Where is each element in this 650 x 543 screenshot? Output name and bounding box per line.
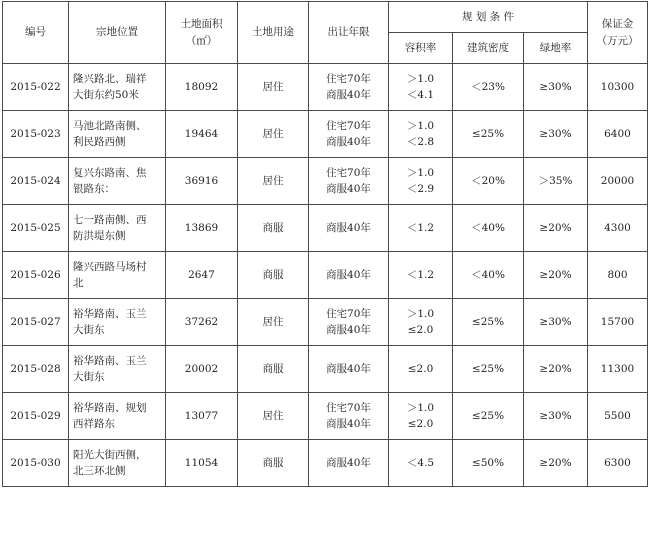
cell-area: 13077 <box>166 393 238 440</box>
cell-term-line: 商服40年 <box>326 324 371 336</box>
cell-far <box>389 299 453 346</box>
cell-deposit: 15700 <box>588 299 648 346</box>
cell-green: ≥20% <box>524 440 588 487</box>
cell-density: ≤25% <box>453 299 524 346</box>
cell-area: 11054 <box>166 440 238 487</box>
table-body <box>3 64 648 487</box>
cell-term-line: 住宅70年 <box>326 72 371 85</box>
cell-use: 居住 <box>238 111 309 158</box>
cell-deposit: 11300 <box>588 346 648 393</box>
cell-location-line: 大街东 <box>73 324 105 336</box>
cell-use: 居住 <box>238 393 309 440</box>
header-deposit <box>588 2 648 64</box>
cell-deposit: 5500 <box>588 393 648 440</box>
cell-far-line: ≤2.0 <box>407 324 434 336</box>
cell-far <box>389 393 453 440</box>
cell-green: ＞35% <box>524 158 588 205</box>
cell-green: ≥30% <box>524 393 588 440</box>
cell-location-line: 隆兴路北、瑞祥 <box>73 72 147 85</box>
cell-term-line: 商服40年 <box>326 89 371 101</box>
cell-term <box>309 346 389 393</box>
cell-location-line: 西祥路东 <box>73 418 115 430</box>
table-row <box>3 111 648 158</box>
table-row <box>3 299 648 346</box>
cell-area: 36916 <box>166 158 238 205</box>
header-number: 编号 <box>3 2 69 64</box>
cell-density: ＜40% <box>453 205 524 252</box>
header-use: 土地用途 <box>238 2 309 64</box>
cell-number: 2015-023 <box>3 111 69 158</box>
cell-location-line: 马池北路南侧、 <box>73 119 147 132</box>
cell-number: 2015-026 <box>3 252 69 299</box>
cell-far-line: ＞1.0 <box>406 119 435 132</box>
cell-deposit: 4300 <box>588 205 648 252</box>
cell-far <box>389 64 453 111</box>
cell-deposit: 20000 <box>588 158 648 205</box>
cell-deposit: 6400 <box>588 111 648 158</box>
cell-term-line: 住宅70年 <box>326 307 371 320</box>
cell-term-line: 住宅70年 <box>326 401 371 414</box>
cell-location <box>69 111 166 158</box>
cell-location-line: 大街东 <box>73 371 105 383</box>
cell-far-line: ≤2.0 <box>407 362 434 375</box>
cell-deposit: 6300 <box>588 440 648 487</box>
cell-location-line: 七一路南侧、西 <box>73 213 147 226</box>
cell-term-line: 商服40年 <box>326 362 371 375</box>
cell-far-line: ＜1.2 <box>406 268 435 281</box>
cell-green: ≥30% <box>524 64 588 111</box>
cell-far-line: ＞1.0 <box>406 401 435 414</box>
cell-location <box>69 440 166 487</box>
cell-deposit: 800 <box>588 252 648 299</box>
cell-density: ＜23% <box>453 64 524 111</box>
cell-density: ≤25% <box>453 346 524 393</box>
land-transfer-table <box>2 1 648 487</box>
cell-number: 2015-022 <box>3 64 69 111</box>
cell-location <box>69 205 166 252</box>
cell-location-line: 防洪堤东侧 <box>73 230 126 242</box>
cell-use: 居住 <box>238 64 309 111</box>
cell-term <box>309 158 389 205</box>
cell-location <box>69 299 166 346</box>
cell-location <box>69 64 166 111</box>
cell-use: 商服 <box>238 440 309 487</box>
table-header <box>3 2 648 64</box>
cell-number: 2015-028 <box>3 346 69 393</box>
cell-far-line: ＜4.1 <box>406 89 435 101</box>
cell-far-line: ≤2.0 <box>407 418 434 430</box>
cell-far <box>389 252 453 299</box>
header-far: 容积率 <box>389 33 453 64</box>
cell-number: 2015-030 <box>3 440 69 487</box>
cell-density: ≤25% <box>453 393 524 440</box>
cell-far-line: ＜4.5 <box>406 456 435 469</box>
cell-location-line: 银路东： <box>73 183 115 195</box>
cell-far <box>389 440 453 487</box>
cell-term-line: 商服40年 <box>326 418 371 430</box>
cell-number: 2015-025 <box>3 205 69 252</box>
cell-green: ≥30% <box>524 111 588 158</box>
cell-location-line: 隆兴西路马场村 <box>73 260 147 273</box>
cell-term-line: 商服40年 <box>326 221 371 234</box>
header-density: 建筑密度 <box>453 33 524 64</box>
header-area-line1: 土地面积 <box>180 18 223 31</box>
cell-area: 18092 <box>166 64 238 111</box>
header-area <box>166 2 238 64</box>
cell-far-line: ＞1.0 <box>406 307 435 320</box>
cell-area: 37262 <box>166 299 238 346</box>
header-location: 宗地位置 <box>69 2 166 64</box>
cell-far-line: ＜2.9 <box>406 183 435 195</box>
table-row <box>3 158 648 205</box>
cell-area: 20002 <box>166 346 238 393</box>
cell-number: 2015-029 <box>3 393 69 440</box>
cell-term-line: 商服40年 <box>326 136 371 148</box>
cell-use: 居住 <box>238 299 309 346</box>
cell-location-line: 裕华路南、玉兰 <box>73 307 147 320</box>
cell-term-line: 住宅70年 <box>326 166 371 179</box>
cell-term <box>309 440 389 487</box>
header-green: 绿地率 <box>524 33 588 64</box>
cell-term-line: 商服40年 <box>326 183 371 195</box>
cell-area: 19464 <box>166 111 238 158</box>
cell-area: 13869 <box>166 205 238 252</box>
cell-location-line: 利民路西侧 <box>73 136 126 148</box>
cell-green: ≥20% <box>524 205 588 252</box>
cell-location-line: 阳光大街西侧， <box>73 448 147 461</box>
cell-location <box>69 393 166 440</box>
cell-term <box>309 111 389 158</box>
cell-far-line: ＜1.2 <box>406 221 435 234</box>
table-row <box>3 64 648 111</box>
cell-density: ＜20% <box>453 158 524 205</box>
cell-number: 2015-027 <box>3 299 69 346</box>
cell-green: ≥20% <box>524 346 588 393</box>
cell-term <box>309 393 389 440</box>
cell-location <box>69 158 166 205</box>
cell-green: ≥30% <box>524 299 588 346</box>
cell-far <box>389 158 453 205</box>
cell-density: ≤25% <box>453 111 524 158</box>
cell-density: ≤50% <box>453 440 524 487</box>
cell-use: 商服 <box>238 205 309 252</box>
table-row <box>3 205 648 252</box>
cell-far-line: ＞1.0 <box>406 72 435 85</box>
cell-term <box>309 299 389 346</box>
cell-use: 商服 <box>238 252 309 299</box>
cell-location-line: 裕华路南、玉兰 <box>73 354 147 367</box>
header-planning: 规 划 条 件 <box>389 2 588 33</box>
cell-far-line: ＞1.0 <box>406 166 435 179</box>
cell-term-line: 住宅70年 <box>326 119 371 132</box>
table-row <box>3 252 648 299</box>
cell-far <box>389 346 453 393</box>
cell-term <box>309 252 389 299</box>
cell-far-line: ＜2.8 <box>406 136 435 148</box>
header-area-line2: （㎡） <box>185 34 218 47</box>
header-term: 出让年限 <box>309 2 389 64</box>
cell-use: 居住 <box>238 158 309 205</box>
cell-term <box>309 205 389 252</box>
cell-location-line: 裕华路南、规划 <box>73 401 147 414</box>
cell-location-line: 复兴东路南、焦 <box>73 166 147 179</box>
cell-term-line: 商服40年 <box>326 456 371 469</box>
table-row <box>3 346 648 393</box>
cell-use: 商服 <box>238 346 309 393</box>
table-row <box>3 393 648 440</box>
cell-far <box>389 205 453 252</box>
cell-location-line: 大街东约50米 <box>73 89 139 101</box>
cell-location-line: 北三环北侧 <box>73 465 126 477</box>
cell-deposit: 10300 <box>588 64 648 111</box>
cell-far <box>389 111 453 158</box>
cell-density: ＜40% <box>453 252 524 299</box>
cell-term <box>309 64 389 111</box>
cell-location <box>69 252 166 299</box>
table-row <box>3 440 648 487</box>
cell-green: ≥20% <box>524 252 588 299</box>
header-deposit-line1: 保证金 <box>601 18 634 31</box>
header-deposit-line2: （万元） <box>596 34 639 47</box>
cell-location <box>69 346 166 393</box>
cell-number: 2015-024 <box>3 158 69 205</box>
cell-area: 2647 <box>166 252 238 299</box>
cell-term-line: 商服40年 <box>326 268 371 281</box>
cell-location-line: 北 <box>73 277 84 289</box>
